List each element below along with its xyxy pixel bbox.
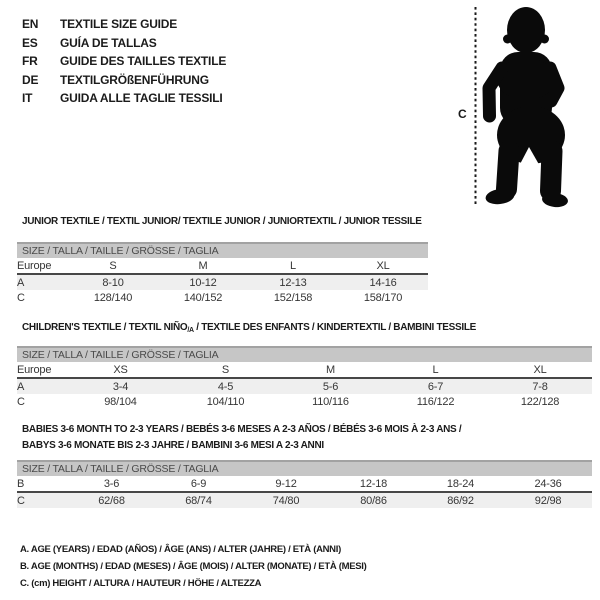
babies-title-line1: BABIES 3-6 MONTH TO 2-3 YEARS / BEBÉS 3-6 MESES A 2-3 AÑOS / BÉBÉS 3-6 MOIS À 2-3 ANS / [22,424,462,435]
footnote-b: B. AGE (MONTHS) / EDAD (MESES) / ÂGE (MOIS) / ALTER (MONATE) / ETÀ (MESI) [20,561,367,573]
babies-title-line2: BABYS 3-6 MONATE BIS 2-3 JAHRE / BAMBINI 3-6 MESI A 2-3 ANNI [22,440,324,451]
table-cell: L [383,362,488,378]
table-cell: 104/110 [206,396,245,408]
size-header-bar [17,461,592,476]
table-cell: C [17,396,25,408]
junior-table-title [22,214,422,230]
lang-row-fr [22,52,226,71]
babies-table-title [22,422,461,454]
table-cell: 3-4 [68,378,173,394]
lang-code: EN [22,17,39,31]
children-size-table [17,346,592,410]
table-cell: L [248,258,338,274]
table-cell: 152/158 [273,292,313,304]
babies-size-table [17,460,592,508]
lang-label: GUÍA DE TALLAS [60,35,157,50]
table-cell: A [17,274,68,290]
table-row [17,378,592,394]
table-cell: 92/98 [504,492,592,508]
lang-code: FR [22,54,38,68]
table-row [17,258,428,274]
language-title-block [22,15,226,108]
table-cell: XL [338,258,428,274]
table-cell: 110/116 [312,396,349,408]
table-cell: M [158,258,248,274]
table-row [17,492,592,508]
table-cell: 74/80 [242,492,330,508]
lang-row-es [22,34,226,53]
table-cell: Europe [17,258,68,274]
table-cell: S [173,362,278,378]
table-cell: 5-6 [278,378,383,394]
table-cell: 6-7 [383,378,488,394]
table-cell: 98/104 [104,396,137,408]
size-header-label: SIZE / TALLA / TAILLE / GRÖSSE / TAGLIA [17,347,592,362]
lang-code: ES [22,35,38,50]
baby-silhouette-figure [440,0,600,212]
table-row [17,476,592,492]
size-header-label: SIZE / TALLA / TAILLE / GRÖSSE / TAGLIA [17,461,592,476]
footnote-a: A. AGE (YEARS) / EDAD (AÑOS) / ÂGE (ANS) / ALTER (JAHRE) / ETÀ (ANNI) [20,544,341,555]
table-cell: 4-5 [173,378,278,394]
junior-table-title-text: JUNIOR TEXTILE / TEXTIL JUNIOR/ TEXTILE JUNIOR / JUNIORTEXTIL / JUNIOR TESSILE [22,216,422,227]
table-cell: B [17,476,68,492]
table-row [17,362,592,378]
table-cell: 122/128 [520,396,560,408]
table-cell: 8-10 [68,274,158,290]
lang-label: TEXTILGRÖßENFÜHRUNG [60,72,209,87]
table-cell: Europe [17,362,68,378]
lang-code: IT [22,91,33,105]
table-cell: 128/140 [93,292,133,304]
junior-size-table [17,242,428,306]
table-cell: 86/92 [417,492,504,508]
table-cell: 68/74 [155,492,242,508]
table-cell: 158/170 [363,292,403,304]
table-cell: 10-12 [158,274,248,290]
lang-row-de [22,71,226,90]
children-table-title [22,320,476,339]
baby-silhouette [485,7,569,208]
table-cell: 6-9 [155,476,242,492]
table-cell: 14-16 [338,274,428,290]
children-title-sub: /A [187,327,194,334]
children-title-pre: CHILDREN'S TEXTILE / TEXTIL NIÑO [22,322,188,333]
table-cell: M [278,362,383,378]
table-cell: XL [488,362,592,378]
size-header-bar [17,347,592,362]
table-row [17,290,428,306]
table-cell: A [17,378,68,394]
size-header-bar [17,243,428,258]
table-cell: C [17,292,25,304]
lang-label: TEXTILE SIZE GUIDE [60,17,178,31]
height-label-c: C [458,107,467,121]
table-cell: 140/152 [183,292,223,304]
size-header-label: SIZE / TALLA / TAILLE / GRÖSSE / TAGLIA [17,243,428,258]
footnotes-block [20,541,366,593]
lang-code: DE [22,72,39,87]
table-cell: 3-6 [68,476,155,492]
table-row [17,394,592,410]
table-cell: 24-36 [504,476,592,492]
table-cell: S [68,258,158,274]
table-cell: 12-18 [330,476,417,492]
table-cell: C [17,492,68,508]
table-cell: 7-8 [488,378,592,394]
table-row [17,274,428,290]
table-cell: 12-13 [248,274,338,290]
footnote-c: C. (cm) HEIGHT / ALTURA / HAUTEUR / HÖHE / ALTEZZA [20,578,262,590]
table-cell: XS [68,362,173,378]
lang-label: GUIDA ALLE TAGLIE TESSILI [60,91,223,105]
table-cell: 62/68 [68,492,155,508]
lang-label: GUIDE DES TAILLES TEXTILE [60,54,227,68]
table-cell: 18-24 [417,476,504,492]
table-cell: 80/86 [330,492,417,508]
lang-row-it [22,89,226,108]
table-cell: 9-12 [242,476,330,492]
table-cell: 116/122 [416,396,455,408]
lang-row-en [22,15,226,34]
children-title-post: / TEXTILE DES ENFANTS / KINDERTEXTIL / BAMBINI TESSILE [193,322,477,333]
